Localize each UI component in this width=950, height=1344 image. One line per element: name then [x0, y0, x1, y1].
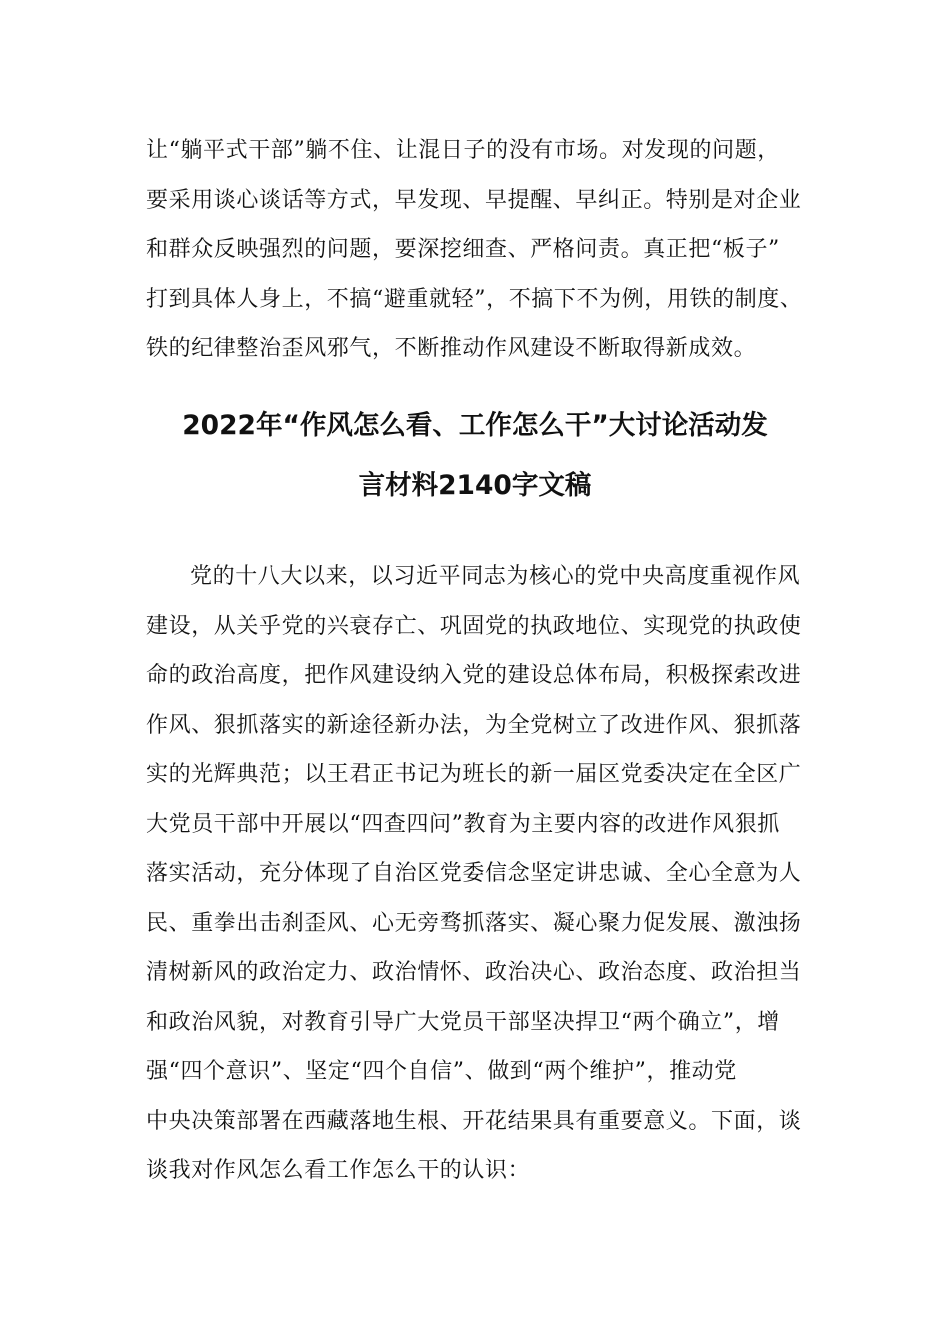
title-line: 2022年“作风怎么看、工作怎么干”大讨论活动发: [182, 410, 768, 441]
paragraph-line: 要采用谈心谈话等方式，早发现、早提醒、早纠正。特别是对企业: [146, 187, 802, 213]
paragraph-line: 和群众反映强烈的问题，要深挖细查、严格问责。真正把“板子”: [146, 237, 780, 262]
paragraph-line: 和政治风貌，对教育引导广大党员干部坚决捍卫“两个确立”，增: [146, 1009, 780, 1035]
paragraph-line: 建设，从关乎党的兴衰存亡、巩固党的执政地位、实现党的执政使: [146, 613, 802, 639]
paragraph-line: 中央决策部署在西藏落地生根、开花结果具有重要意义。下面，谈: [146, 1108, 802, 1134]
title-line: 言材料2140字文稿: [358, 470, 592, 501]
body-paragraph: [146, 552, 836, 1196]
paragraph-line: 实的光辉典范；以王君正书记为班长的新一届区党委决定在全区广: [146, 762, 802, 787]
paragraph-line: 命的政治高度，把作风建设纳入党的建设总体布局，积极探索改进: [146, 663, 802, 688]
paragraph-line: 谈我对作风怎么看工作怎么干的认识：: [146, 1158, 531, 1183]
paragraph-line: 落实活动，充分体现了自治区党委信念坚定讲忠诚、全心全意为人: [146, 861, 802, 886]
paragraph-line: 让“躺平式干部”躺不住、让混日子的没有市场。对发现的问题，: [146, 138, 780, 163]
paragraph-line: 铁的纪律整治歪风邪气，不断推动作风建设不断取得新成效。: [146, 336, 757, 361]
paragraph-line: 大党员干部中开展以“四查四问”教育为主要内容的改进作风狠抓: [146, 811, 780, 837]
paragraph-line: 清树新风的政治定力、政治情怀、政治决心、政治态度、政治担当: [146, 960, 802, 985]
paragraph-line: 强“四个意识”、坚定“四个自信”、做到“两个维护”，推动党: [146, 1059, 737, 1084]
paragraph-line: 党的十八大以来，以习近平同志为核心的党中央高度重视作风: [190, 564, 801, 589]
document-title: [100, 396, 850, 516]
paragraph-line: 民、重拳出击刹歪风、心无旁骛抓落实、凝心聚力促发展、激浊扬: [146, 910, 802, 936]
paragraph-line: 作风、狠抓落实的新途径新办法，为全党树立了改进作风、狠抓落: [146, 712, 802, 738]
continuation-paragraph: [146, 126, 836, 374]
paragraph-line: 打到具体人身上，不搞“避重就轻”，不搞下不为例，用铁的制度、: [146, 286, 803, 312]
